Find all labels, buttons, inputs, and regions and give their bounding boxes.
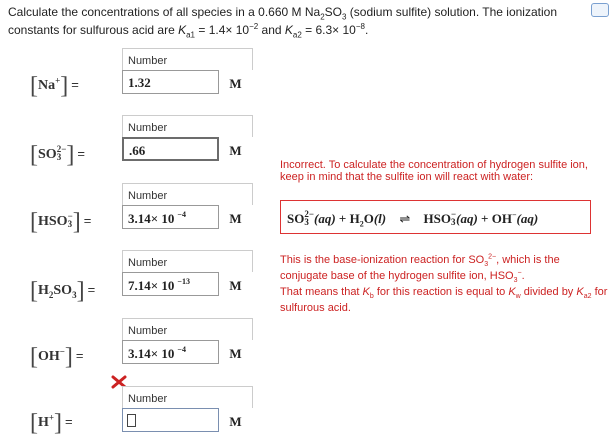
h-input[interactable] bbox=[122, 408, 219, 432]
reaction-equation: SO 2− 3 $(aq) + H_2O(l)$ ⇌ HSO − 3 (aq) + OH−(aq) bbox=[280, 200, 591, 234]
equilibrium-arrow-icon: ⇌ bbox=[399, 211, 411, 226]
species-label-h2so3: $[H_2SO_3]$ = bbox=[30, 278, 96, 304]
answer-na bbox=[122, 48, 253, 94]
species-label-hso3: [HSO − 3 ] = bbox=[30, 209, 92, 235]
number-header: Number bbox=[122, 48, 253, 70]
unit-label: M bbox=[229, 414, 242, 429]
answer-so3 bbox=[122, 115, 253, 161]
na-input[interactable]: 1.32 bbox=[122, 70, 219, 94]
number-header: Number bbox=[122, 318, 253, 340]
number-header: Number bbox=[122, 386, 253, 408]
answer-hso3 bbox=[122, 183, 253, 229]
explanation-text: This is the base-ionization reaction for $SO_3^{2-}$, which is the conjugate base of the hydrogen sulfite ion, $HSO_3^-$. That means that $K_b$ for this reaction is equal to $K_w$ divided by $K_{a2}$ for sulfurous acid. bbox=[280, 253, 608, 314]
h2so3-input[interactable]: 7.14× 10 $^{-13}$ bbox=[122, 272, 219, 296]
species-label-h: [H+] = bbox=[30, 410, 73, 436]
incorrect-feedback: Incorrect. To calculate the concentration of hydrogen sulfite ion, keep in mind that the sulfite ion will react with water: bbox=[280, 159, 588, 183]
oh-input[interactable]: 3.14× 10 $^{-4}$ bbox=[122, 340, 219, 364]
question-text: Calculate the concentrations of all species in a 0.660 M $Na_2SO_3$ (sodium sulfite) solution. The ionization constants for sulfurous acid are $K_{a1} = 1.4\times 10^{-2}$ and $K_{a2} = 6.3\times 10^{-8}$. bbox=[8, 5, 557, 40]
unit-label: M bbox=[229, 211, 242, 226]
hso3-input[interactable]: 3.14× 10 $^{-4}$ bbox=[122, 205, 219, 229]
answer-h2so3 bbox=[122, 250, 253, 296]
species-label-so3: [SO 2− 3 ] = bbox=[30, 142, 85, 168]
species-label-oh: [OH−] = bbox=[30, 344, 84, 370]
answer-oh bbox=[122, 318, 253, 364]
number-header: Number bbox=[122, 183, 253, 205]
answer-h bbox=[122, 386, 253, 432]
corner-menu-button[interactable] bbox=[591, 3, 609, 17]
unit-label: M bbox=[229, 143, 242, 158]
so3-input[interactable]: .66 bbox=[122, 137, 219, 161]
unit-label: M bbox=[229, 76, 242, 91]
text-cursor bbox=[127, 414, 136, 427]
unit-label: M bbox=[229, 346, 242, 361]
number-header: Number bbox=[122, 250, 253, 272]
unit-label: M bbox=[229, 278, 242, 293]
number-header: Number bbox=[122, 115, 253, 137]
species-label-na: [Na+] = bbox=[30, 73, 79, 99]
